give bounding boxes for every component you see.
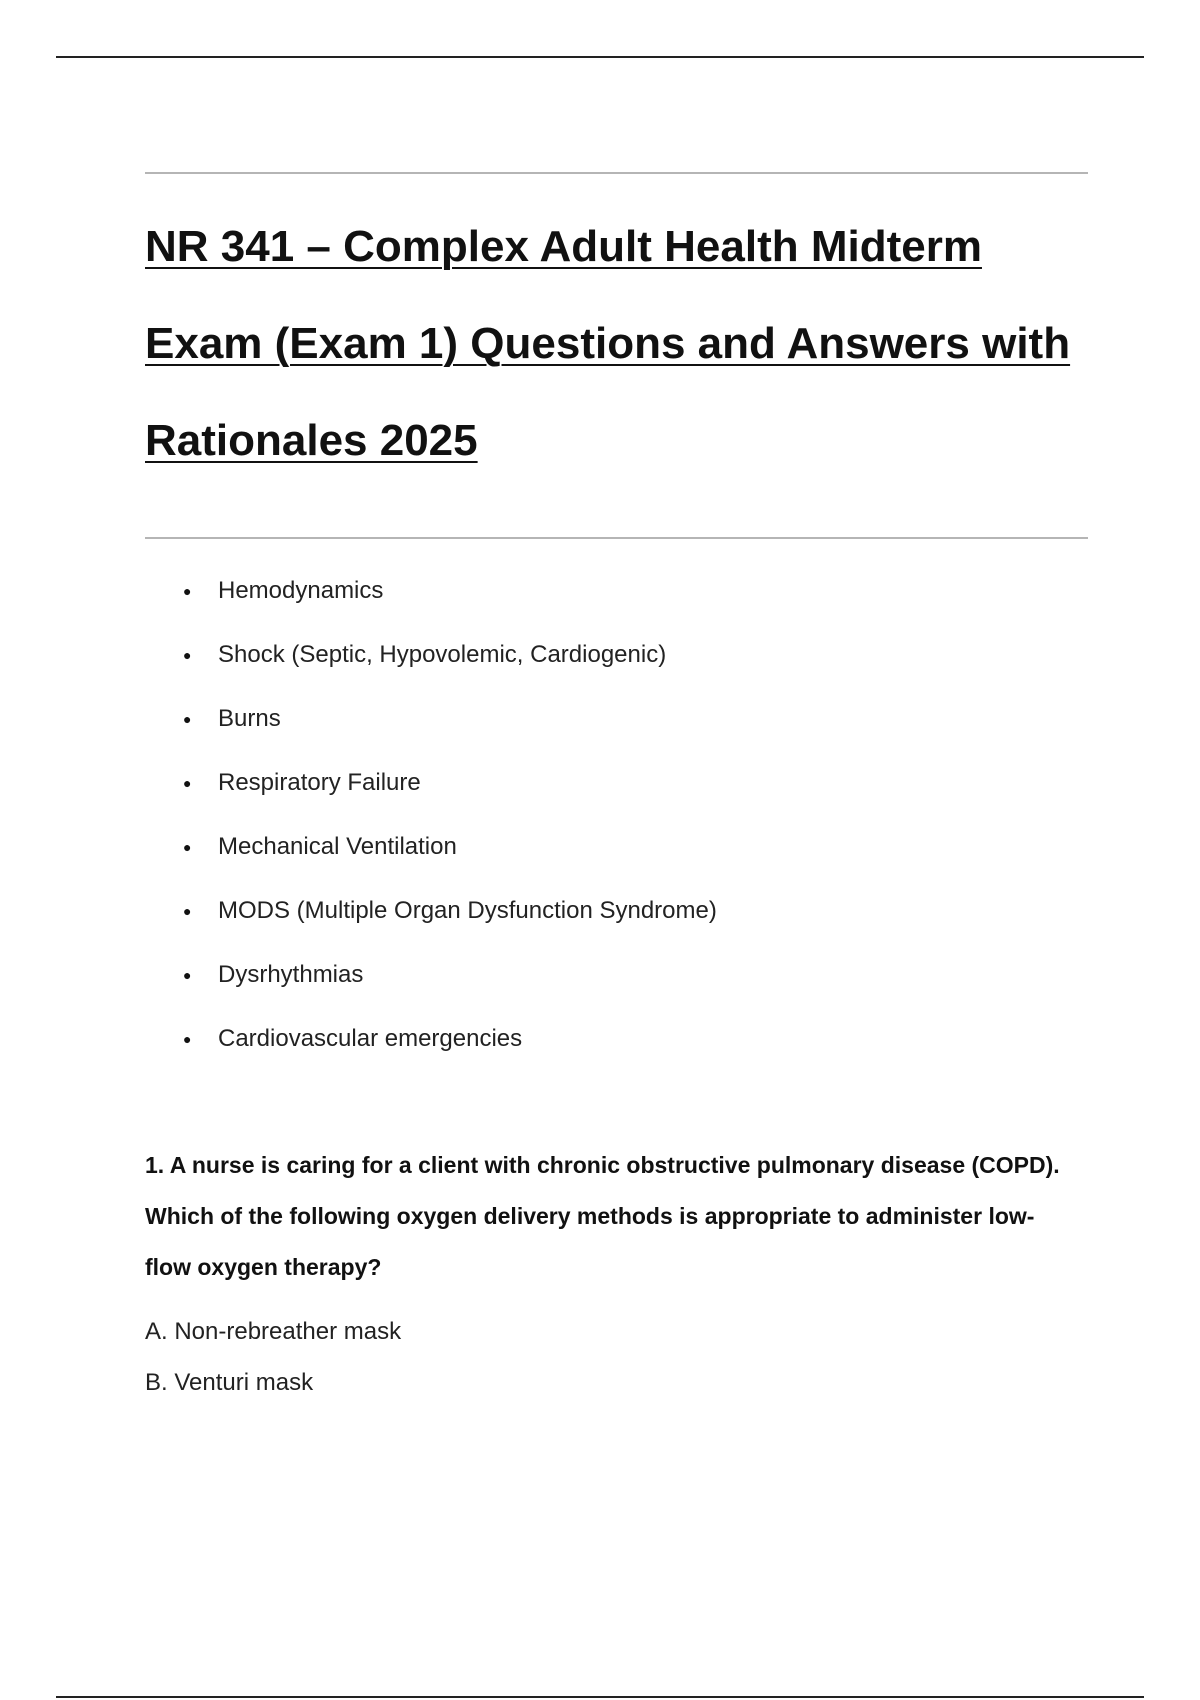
bullet-icon: ●: [183, 903, 192, 919]
question-text: 1. A nurse is caring for a client with chronic obstructive pulmonary disease (COPD). Which of the following oxygen delivery methods is appropriate to administer low-flow oxygen therapy?: [145, 1152, 1060, 1280]
list-item: [145, 748, 1045, 812]
document-title: [145, 198, 1085, 489]
bullet-icon: ●: [183, 775, 192, 791]
topic-text: Hemodynamics: [218, 577, 384, 604]
answer-option-b: B. Venturi mask: [145, 1369, 314, 1396]
list-item: [145, 1004, 1045, 1068]
list-item: [145, 876, 1045, 940]
answer-options: [145, 1312, 1045, 1414]
topic-text: Mechanical Ventilation: [218, 833, 457, 860]
page-top-rule: [56, 56, 1144, 58]
topic-text: Dysrhythmias: [218, 961, 364, 988]
list-item: [145, 556, 1045, 620]
document-title-text: NR 341 – Complex Adult Health Midterm Exam (Exam 1) Questions and Answers with Rationales 2025: [145, 222, 1071, 465]
topic-text: Cardiovascular emergencies: [218, 1025, 523, 1052]
topic-text: Burns: [218, 705, 281, 732]
page-bottom-rule: [56, 1696, 1144, 1698]
bullet-icon: ●: [183, 967, 192, 983]
list-item: [145, 940, 1045, 1004]
bullet-icon: ●: [183, 1031, 192, 1047]
title-top-divider: [145, 172, 1088, 174]
list-item: [145, 812, 1045, 876]
answer-option-a: A. Non-rebreather mask: [145, 1318, 402, 1345]
bullet-icon: ●: [183, 839, 192, 855]
topic-text: Respiratory Failure: [218, 769, 421, 796]
bullet-icon: ●: [183, 711, 192, 727]
bullet-icon: ●: [183, 583, 192, 599]
topic-text: MODS (Multiple Organ Dysfunction Syndrome): [218, 897, 717, 924]
title-bottom-divider: [145, 537, 1088, 539]
list-item: [145, 620, 1045, 684]
bullet-icon: ●: [183, 647, 192, 663]
list-item: [145, 684, 1045, 748]
topic-list: [145, 556, 1045, 1068]
topic-text: Shock (Septic, Hypovolemic, Cardiogenic): [218, 641, 667, 668]
